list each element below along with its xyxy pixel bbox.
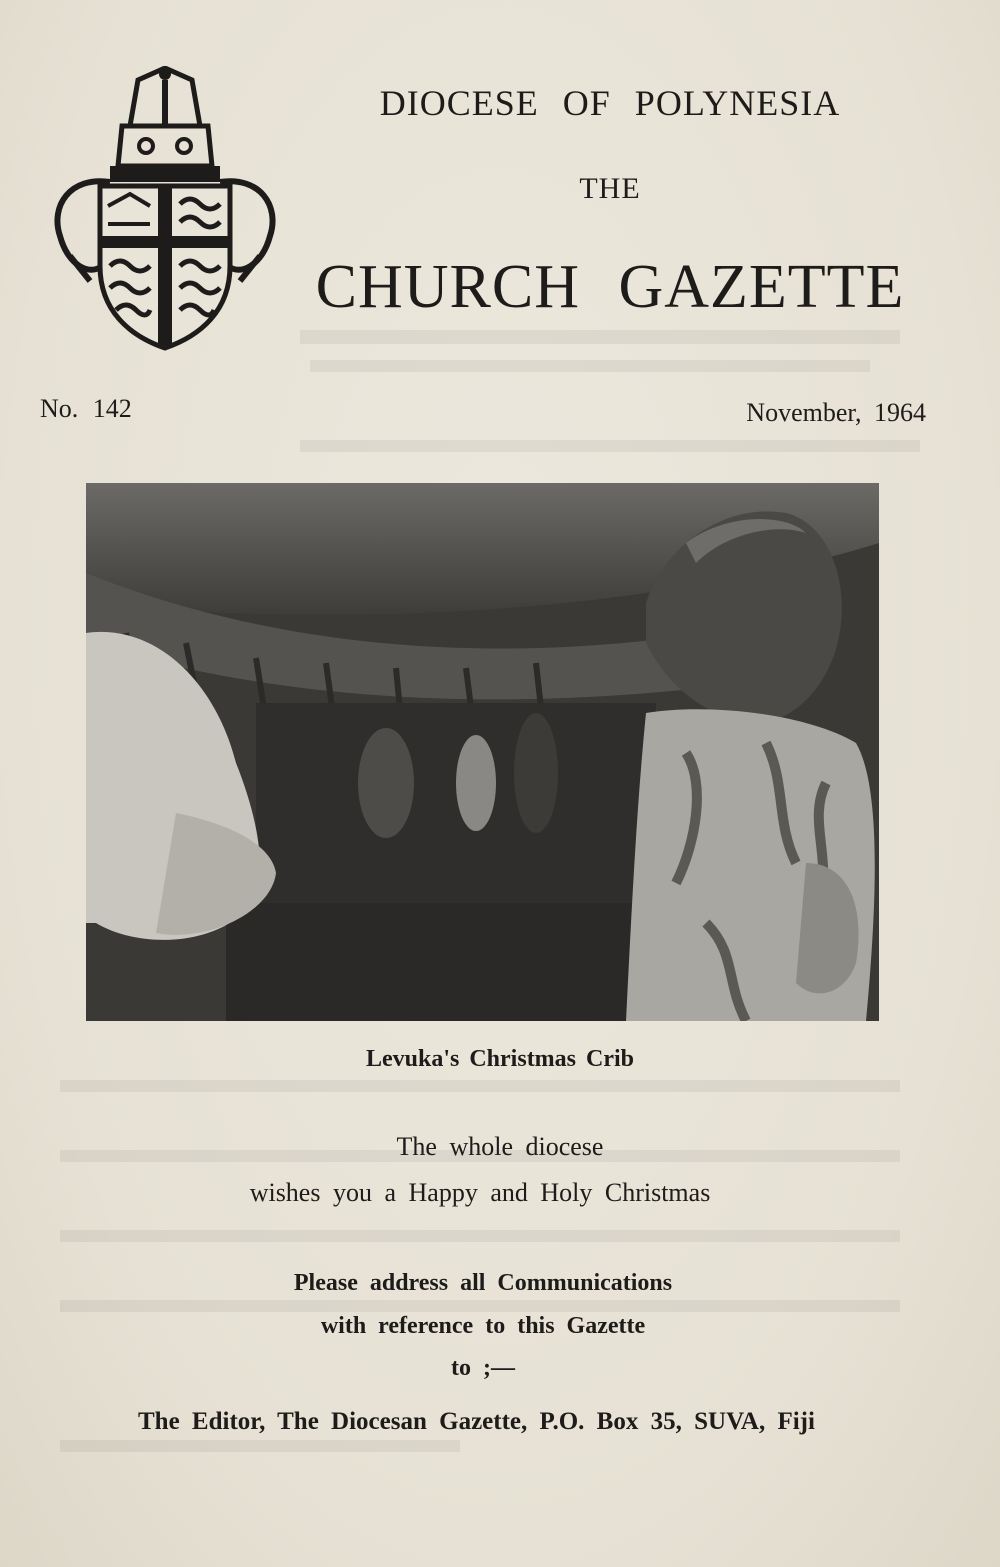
address-instruction-line-1: Please address all Communications [293, 1270, 673, 1296]
greeting-line-1: The whole diocese [396, 1132, 604, 1161]
diocesan-crest-icon [50, 66, 280, 351]
address-instruction-line-3: to ;— [451, 1355, 515, 1381]
issue-number: No. 142 [40, 394, 132, 423]
address-instruction-line-2: with reference to this Gazette [320, 1313, 646, 1339]
issue-date: November, 1964 [746, 398, 926, 427]
title-article: THE [579, 172, 641, 205]
photo-caption: Levuka's Christmas Crib [365, 1046, 635, 1072]
editor-address: The Editor, The Diocesan Gazette, P.O. Box 35, SUVA, Fiji [138, 1408, 815, 1435]
gazette-title: CHURCH GAZETTE [315, 253, 905, 321]
diocese-title: DIOCESE OF POLYNESIA [379, 83, 841, 123]
christmas-crib-photo [86, 483, 879, 1021]
greeting-line-2: wishes you a Happy and Holy Christmas [249, 1178, 711, 1207]
